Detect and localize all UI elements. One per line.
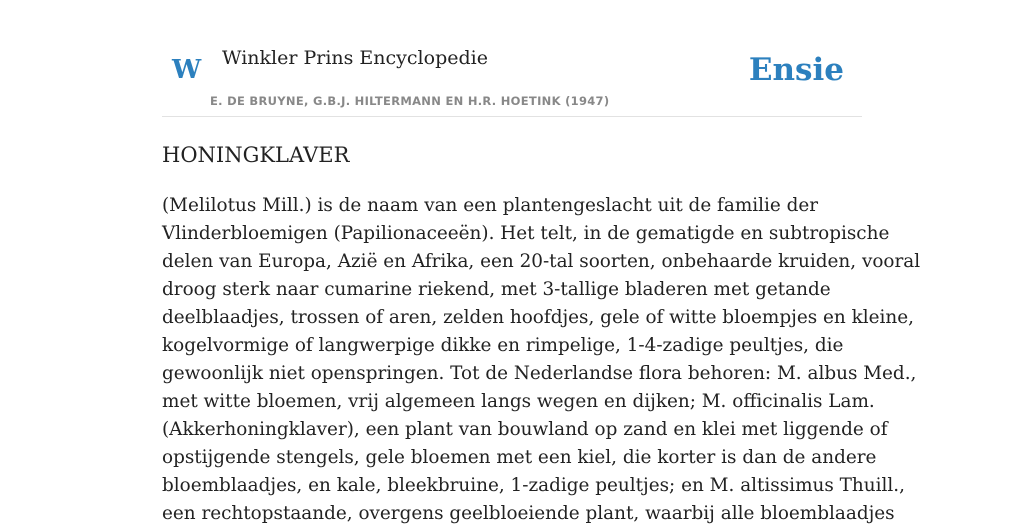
article-line: delen van Europa, Azië en Afrika, een 20-tal soorten, onbehaarde kruiden, vooral <box>162 251 921 272</box>
article-line: droog sterk naar cumarine riekend, met 3-tallige bladeren met getande <box>162 279 831 300</box>
winkler-prins-logo[interactable]: W <box>172 55 202 85</box>
ensie-logo[interactable]: Ensie <box>748 52 844 88</box>
article-line: met witte bloemen, vrij algemeen langs wegen en dijken; M. officinalis Lam. <box>162 391 875 412</box>
article-body <box>162 192 921 528</box>
source-title[interactable]: Winkler Prins Encyclopedie <box>222 47 488 69</box>
article-line: gewoonlijk niet openspringen. Tot de Nederlandse flora behoren: M. albus Med., <box>162 363 917 384</box>
article-line: Vlinderbloemigen (Papilionaceeën). Het telt, in de gematigde en subtropische <box>162 223 890 244</box>
article-line: opstijgende stengels, gele bloemen met een kiel, die korter is dan de andere <box>162 447 877 468</box>
article-line: (Akkerhoningklaver), een plant van bouwland op zand en klei met liggende of <box>162 419 888 440</box>
article-line: deelblaadjes, trossen of aren, zelden hoofdjes, gele of witte bloempjes en kleine, <box>162 307 914 328</box>
article-line: kogelvormige of langwerpige dikke en rimpelige, 1-4-zadige peultjes, die <box>162 335 844 356</box>
article-line: een rechtopstaande, overgens geelbloeiende plant, waarbij alle bloemblaadjes <box>162 503 895 524</box>
article-line: bloemblaadjes, en kale, bleekbruine, 1-zadige peultjes; en M. altissimus Thuill., <box>162 475 905 496</box>
source-header <box>162 0 862 117</box>
article-line: (Melilotus Mill.) is de naam van een plantengeslacht uit de familie der <box>162 195 819 216</box>
article-headword: HONINGKLAVER <box>162 143 350 167</box>
page <box>162 0 921 524</box>
source-authors: E. DE BRUYNE, G.B.J. HILTERMANN EN H.R. HOETINK (1947) <box>210 94 610 108</box>
